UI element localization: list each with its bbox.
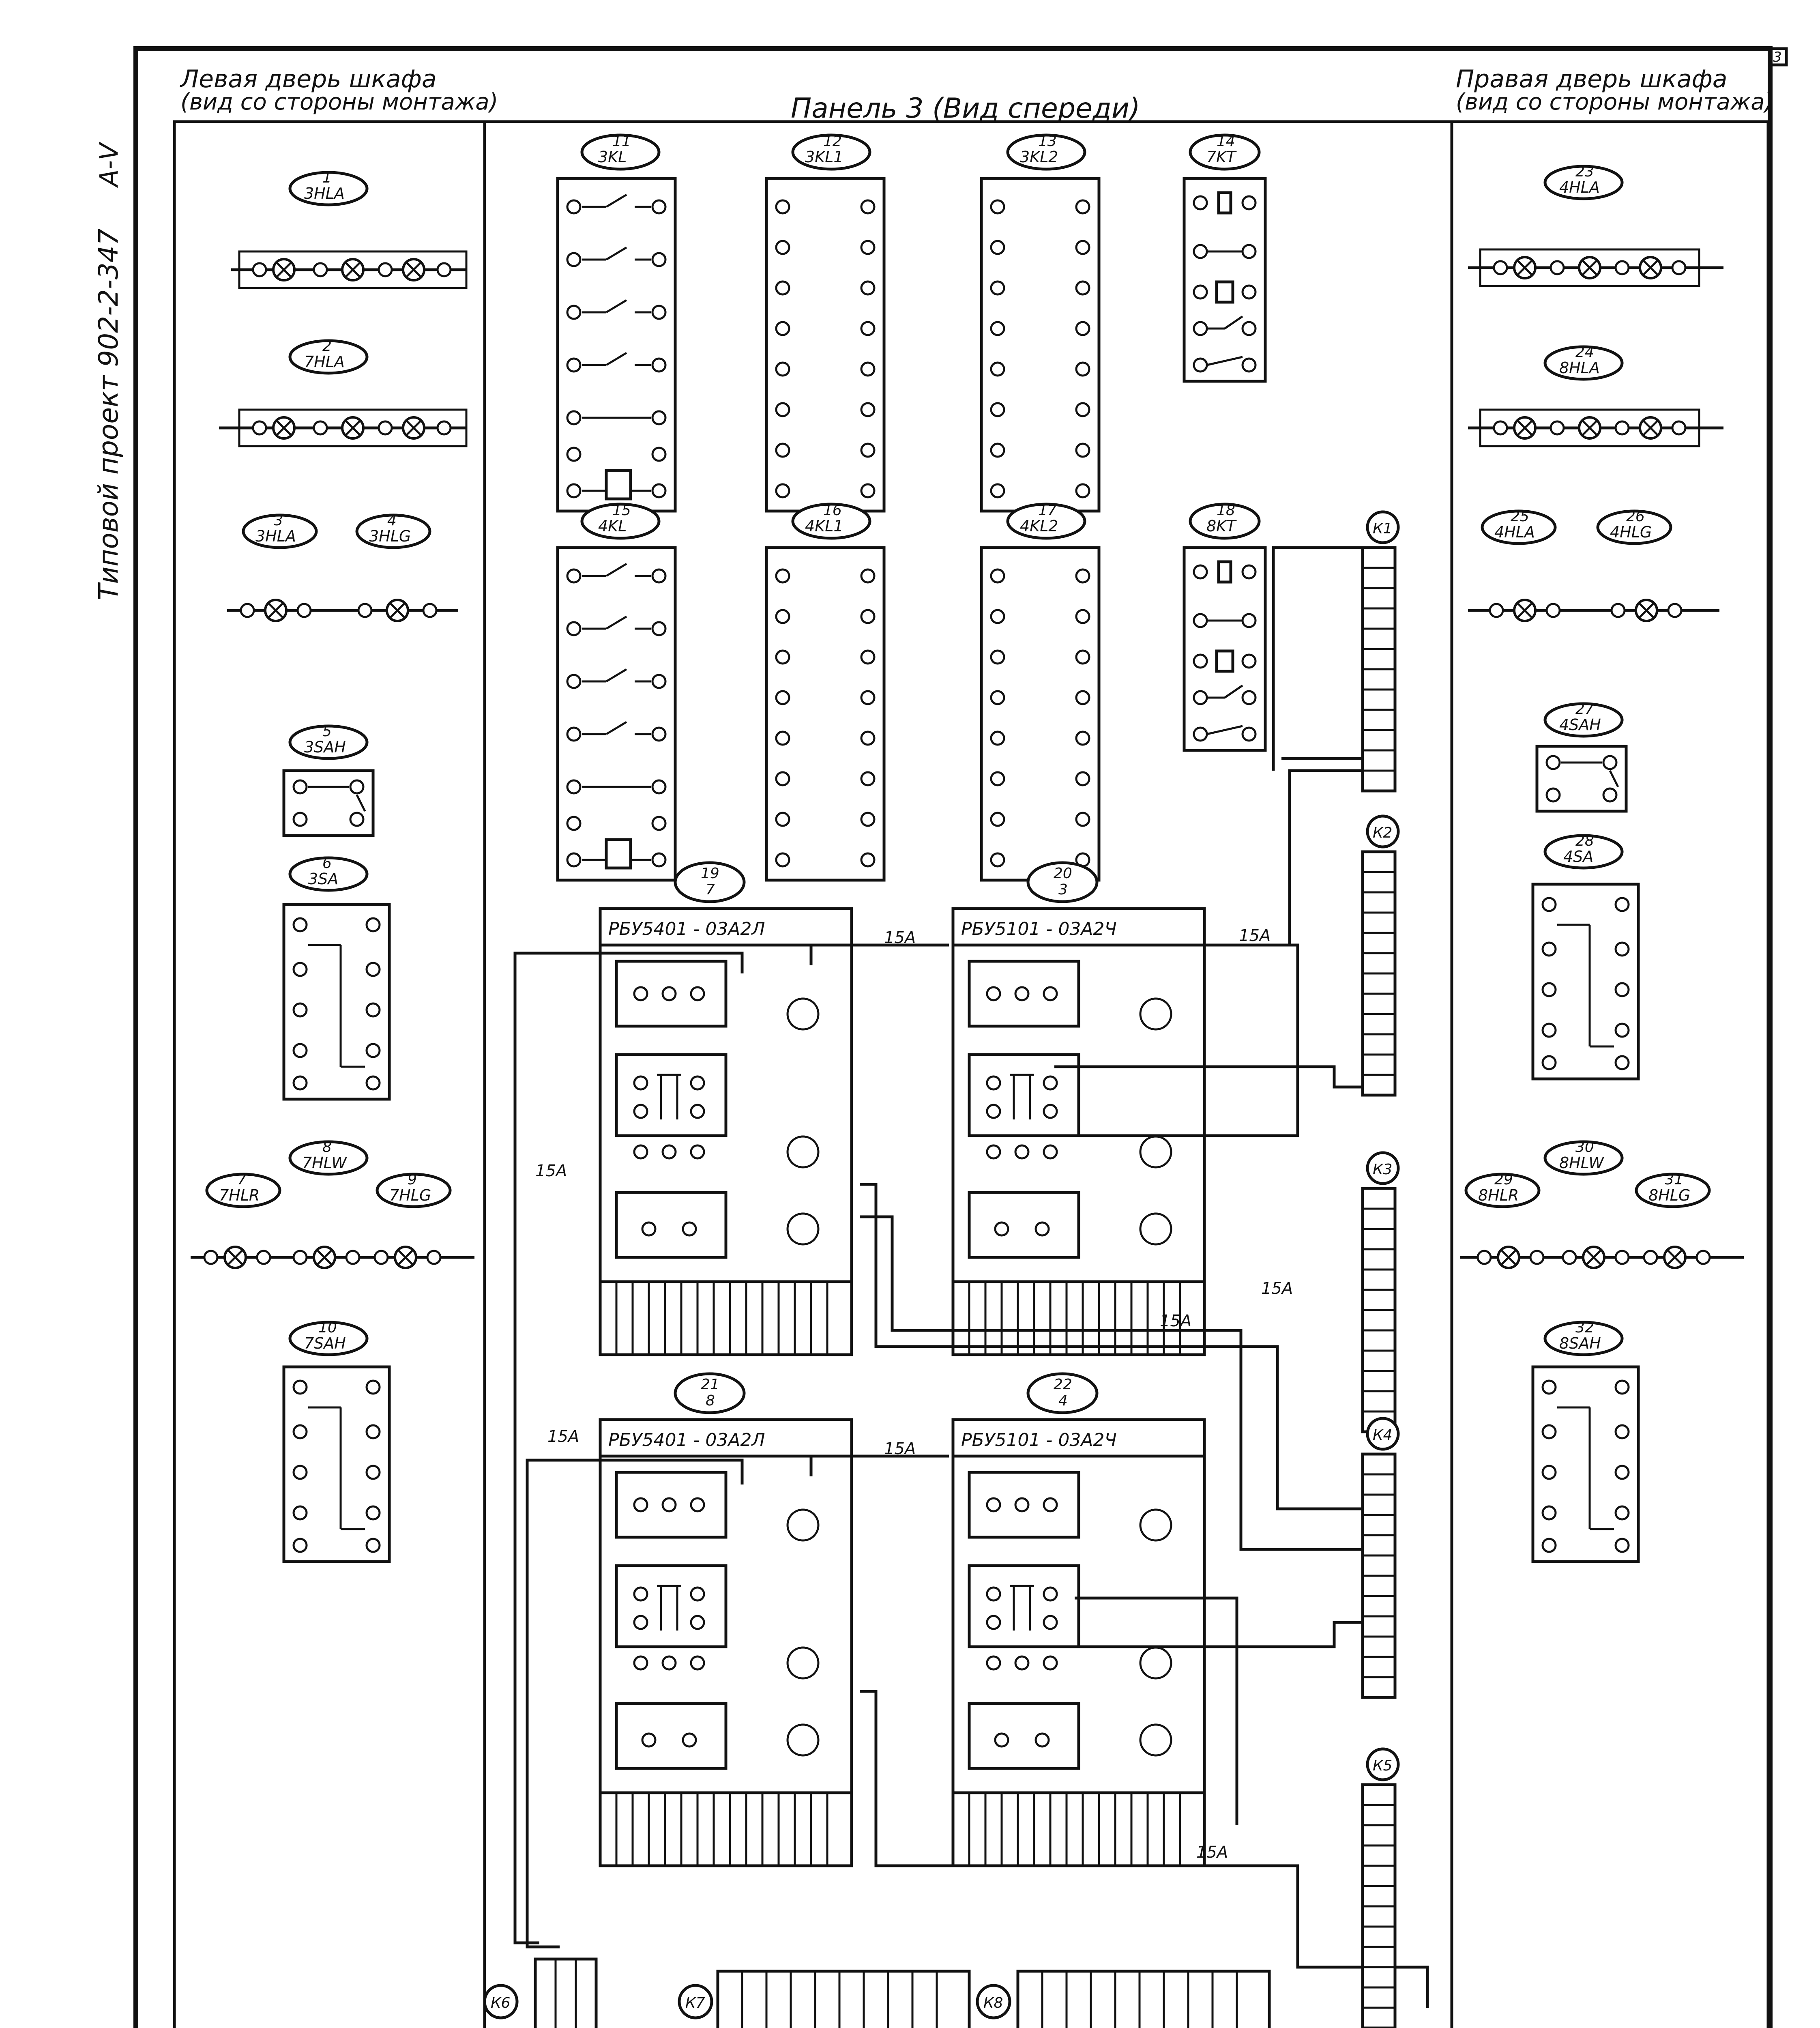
device-number: 26 [1626, 508, 1645, 525]
device-code: 3SAH [304, 738, 346, 756]
relay-14 [1184, 133, 1265, 381]
device-30 [1545, 1139, 1622, 1174]
terminal-block-k8 [977, 1971, 1269, 2028]
device-number: 30 [1575, 1139, 1594, 1156]
device-code: 7KT [1206, 148, 1236, 166]
starter-type: РБУ5101 - 03А2Ч [961, 1430, 1117, 1450]
device-number: 14 [1217, 133, 1235, 150]
device-code: 4SAH [1559, 716, 1601, 734]
starter-type: РБУ5401 - 03А2Л [608, 919, 765, 939]
device-2 [219, 338, 466, 446]
device-3 [243, 512, 316, 548]
device-code: 8HLG [1648, 1186, 1691, 1204]
device-28 [1533, 833, 1638, 1079]
device-number: 32 [1575, 1319, 1594, 1336]
device-number: 23 [1575, 163, 1594, 180]
device-29 [1466, 1171, 1539, 1207]
terminal-block-k7 [679, 1971, 969, 2028]
device-sub: 4 [1058, 1392, 1068, 1409]
relay-15 [558, 502, 675, 880]
device-code: 4KL1 [805, 517, 843, 535]
relay-18 [1184, 502, 1265, 750]
device-code: 8HLR [1478, 1186, 1519, 1204]
wire-label: 15А [1261, 1279, 1293, 1298]
starter-type: РБУ5401 - 03А2Л [608, 1430, 765, 1450]
wire-label: 15А [884, 1439, 916, 1458]
device-5 [284, 723, 373, 836]
device-number: 25 [1511, 508, 1529, 525]
terminal-block-label: К6 [491, 1995, 511, 2011]
terminal-block-k1 [1363, 512, 1398, 791]
device-number: 11 [612, 133, 631, 150]
device-code: 8KT [1206, 517, 1236, 535]
device-sub: 3 [1058, 881, 1068, 898]
right-door-title: Правая дверь шкафа [1456, 65, 1728, 93]
device-number: 22 [1054, 1376, 1072, 1393]
starter-20 [953, 863, 1204, 1355]
device-27 [1537, 701, 1626, 811]
device-number: 1 [322, 170, 332, 186]
device-8 [290, 1139, 367, 1174]
panel-title: Панель 3 (Вид спереди) [791, 92, 1140, 125]
terminal-block-k6 [485, 1959, 596, 2028]
terminal-block-k2 [1363, 816, 1398, 1095]
device-code: 3HLA [255, 527, 296, 545]
device-number: 10 [318, 1319, 337, 1336]
device-number: 21 [701, 1376, 719, 1393]
terminal-block-k4 [1363, 1418, 1398, 1697]
device-32 [1533, 1319, 1638, 1562]
device-code: 4HLA [1559, 178, 1600, 196]
device-code: 4KL2 [1020, 517, 1058, 535]
device-number: 19 [701, 865, 719, 882]
device-number: 17 [1038, 502, 1057, 519]
relay-11 [558, 133, 675, 511]
device-25 [1482, 508, 1555, 544]
device-number: 9 [408, 1171, 417, 1188]
wire-label: 15А [547, 1427, 579, 1446]
device-code: 8HLW [1559, 1154, 1604, 1172]
terminal-block-label: К7 [685, 1995, 705, 2011]
wire-label: 15А [1160, 1312, 1192, 1330]
device-number: 15 [612, 502, 631, 519]
device-24 [1468, 344, 1723, 446]
device-number: 12 [823, 133, 842, 150]
device-number: 28 [1575, 833, 1594, 849]
device-23 [1468, 163, 1723, 286]
starter-type: РБУ5101 - 03А2Ч [961, 919, 1117, 939]
device-number: 20 [1054, 865, 1072, 882]
device-number: 24 [1575, 344, 1594, 361]
project-side-label: Типовой проект 902-2-347 [93, 228, 124, 600]
album-label: А-V [94, 143, 124, 187]
device-number: 7 [237, 1171, 247, 1188]
device-code: 3SA [308, 870, 339, 888]
terminal-block-label: К4 [1373, 1427, 1393, 1444]
device-code: 3KL [598, 148, 627, 166]
device-code: 4HLG [1610, 523, 1652, 541]
relay-13 [981, 133, 1099, 511]
wire-label: 15А [1239, 926, 1271, 945]
wire-label: 15А [1196, 1843, 1228, 1862]
device-code: 7HLA [304, 353, 345, 371]
device-code: 7HLG [389, 1186, 431, 1204]
device-6 [284, 855, 389, 1099]
relay-12 [766, 133, 884, 511]
terminal-block-label: К2 [1373, 825, 1393, 841]
terminal-block-label: К3 [1373, 1161, 1393, 1178]
wire-label: 15А [535, 1162, 567, 1180]
device-code: 7HLW [302, 1154, 347, 1172]
terminal-block-label: К5 [1373, 1757, 1393, 1774]
device-code: 4SA [1563, 848, 1594, 866]
device-number: 27 [1575, 701, 1594, 718]
device-code: 7HLR [219, 1186, 260, 1204]
device-number: 6 [322, 855, 332, 872]
device-number: 2 [322, 338, 332, 354]
device-sub: 7 [706, 881, 715, 898]
device-number: 18 [1217, 502, 1235, 519]
starter-22 [953, 1374, 1204, 1866]
device-number: 8 [322, 1139, 332, 1156]
device-number: 13 [1038, 133, 1057, 150]
device-10 [284, 1319, 389, 1562]
device-number: 5 [322, 723, 332, 740]
starter-21 [600, 1374, 852, 1866]
device-number: 16 [823, 502, 842, 519]
device-number: 3 [274, 512, 283, 529]
relay-16 [766, 502, 884, 880]
device-1 [231, 170, 466, 288]
corner-sheet-number: 3 [1773, 49, 1782, 65]
device-code: 7SAH [304, 1334, 346, 1352]
wire-label: 15А [884, 928, 916, 947]
device-code: 3KL1 [805, 148, 843, 166]
left-door-title: Левая дверь шкафа [180, 65, 437, 93]
relay-17 [981, 502, 1099, 880]
device-code: 8HLA [1559, 359, 1600, 377]
device-sub: 8 [706, 1392, 715, 1409]
terminal-block-label: К8 [983, 1995, 1003, 2011]
device-code: 3HLA [304, 185, 345, 202]
device-code: 8SAH [1559, 1334, 1601, 1352]
terminal-block-label: К1 [1373, 520, 1393, 537]
terminal-block-k5 [1363, 1749, 1398, 2028]
left-door-subtitle: (вид со стороны монтажа) [180, 89, 498, 115]
device-code: 4KL [598, 517, 627, 535]
device-code: 4HLA [1494, 523, 1535, 541]
device-code: 3HLG [369, 527, 411, 545]
starter-19 [600, 863, 852, 1355]
device-number: 4 [387, 512, 397, 529]
device-number: 31 [1665, 1171, 1683, 1188]
device-number: 29 [1494, 1171, 1513, 1188]
device-code: 3KL2 [1020, 148, 1058, 166]
terminal-block-k3 [1363, 1153, 1398, 1432]
right-door-subtitle: (вид со стороны монтажа) [1456, 89, 1774, 115]
device-7 [207, 1171, 280, 1207]
